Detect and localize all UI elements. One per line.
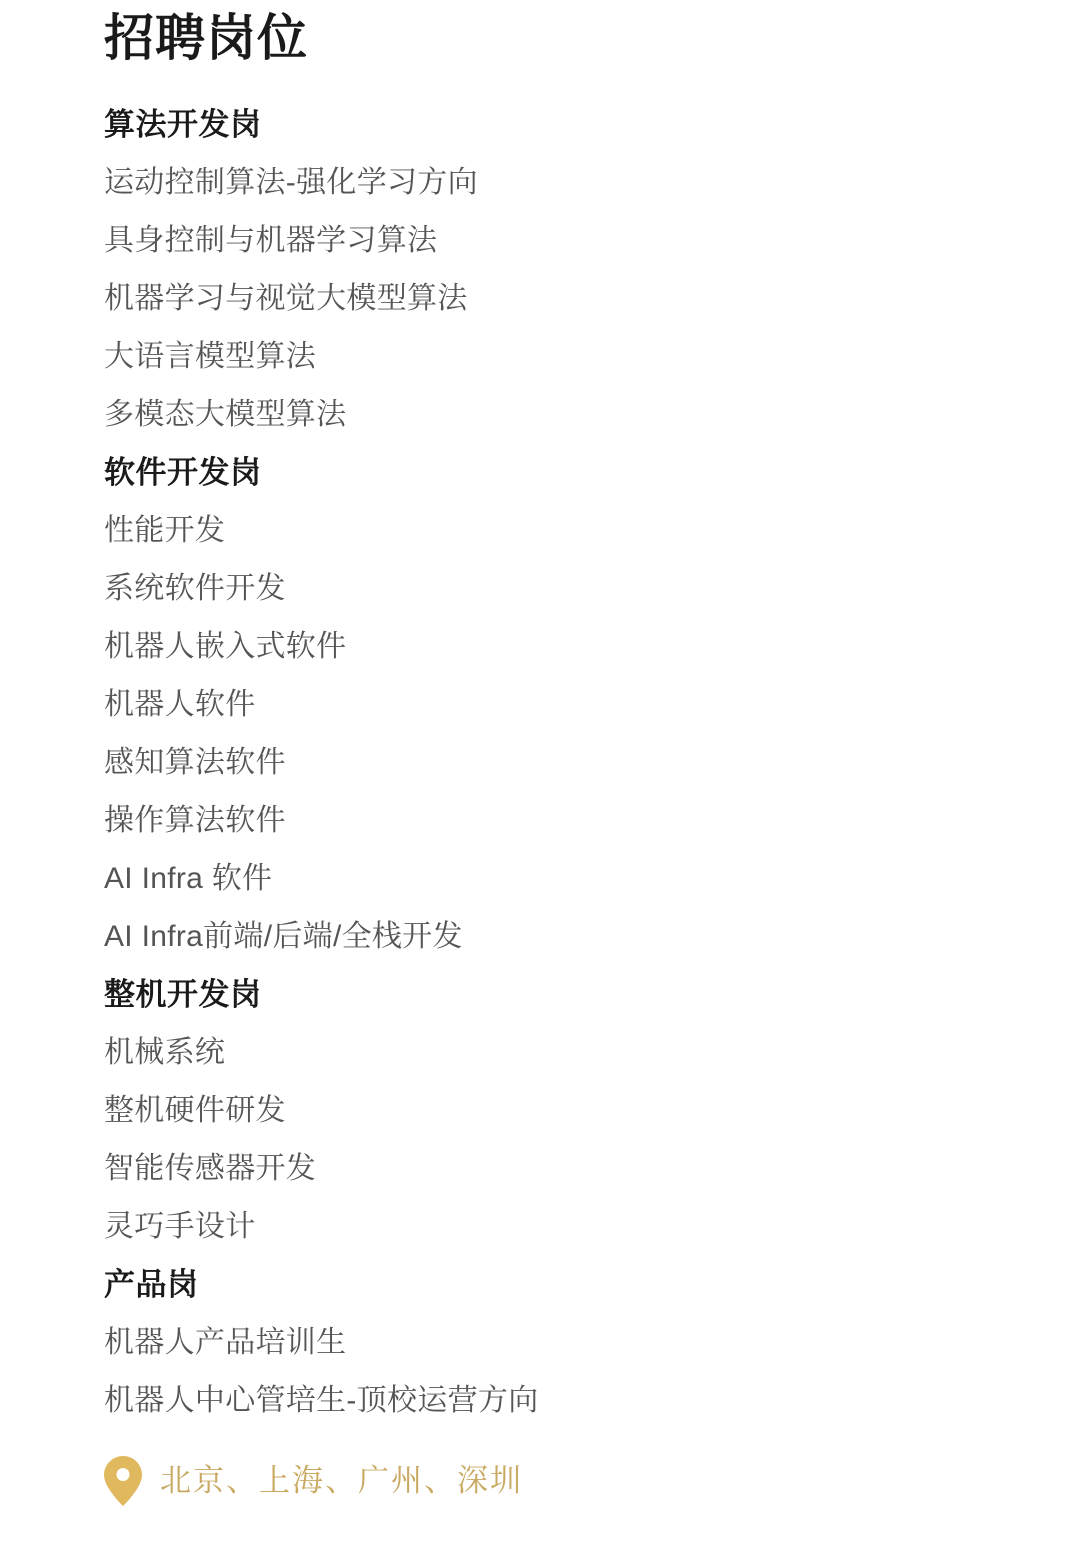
page-title: 招聘岗位 bbox=[104, 10, 308, 66]
job-item[interactable]: 运动控制算法-强化学习方向 bbox=[104, 166, 478, 199]
locations-text: 北京、上海、广州、深圳 bbox=[160, 1463, 523, 1498]
job-item[interactable]: 具身控制与机器学习算法 bbox=[104, 224, 438, 257]
job-item[interactable]: 灵巧手设计 bbox=[104, 1210, 256, 1243]
job-group bbox=[104, 444, 1080, 966]
job-groups bbox=[104, 96, 1080, 1430]
job-item[interactable]: 机器学习与视觉大模型算法 bbox=[104, 282, 468, 315]
job-group-title: 软件开发岗 bbox=[104, 455, 262, 490]
job-group-title: 产品岗 bbox=[104, 1267, 199, 1302]
job-item[interactable]: 机器人中心管培生-顶校运营方向 bbox=[104, 1384, 539, 1417]
job-group-title: 整机开发岗 bbox=[104, 977, 262, 1012]
job-item[interactable]: 机器人产品培训生 bbox=[104, 1326, 347, 1359]
job-item[interactable]: 机器人软件 bbox=[104, 688, 256, 721]
job-item[interactable]: 整机硬件研发 bbox=[104, 1094, 286, 1127]
job-group-title: 算法开发岗 bbox=[104, 107, 262, 142]
job-item[interactable]: AI Infra 软件 bbox=[104, 862, 273, 895]
job-item[interactable]: 性能开发 bbox=[104, 514, 226, 547]
job-item[interactable]: 感知算法软件 bbox=[104, 746, 286, 779]
job-item[interactable]: 机械系统 bbox=[104, 1036, 226, 1069]
job-group bbox=[104, 966, 1080, 1256]
job-item[interactable]: 大语言模型算法 bbox=[104, 340, 317, 373]
job-group bbox=[104, 1256, 1080, 1430]
job-item[interactable]: 智能传感器开发 bbox=[104, 1152, 317, 1185]
locations-row bbox=[104, 1456, 523, 1506]
job-group bbox=[104, 96, 1080, 444]
job-item[interactable]: AI Infra前端/后端/全栈开发 bbox=[104, 920, 463, 953]
location-pin-icon bbox=[104, 1456, 142, 1506]
job-item[interactable]: 系统软件开发 bbox=[104, 572, 286, 605]
job-item[interactable]: 操作算法软件 bbox=[104, 804, 286, 837]
job-item[interactable]: 多模态大模型算法 bbox=[104, 398, 347, 431]
job-item[interactable]: 机器人嵌入式软件 bbox=[104, 630, 347, 663]
